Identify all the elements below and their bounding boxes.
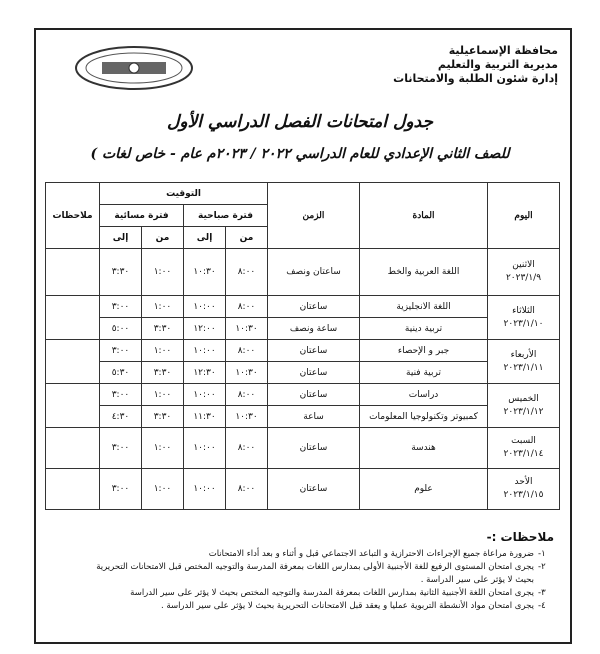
duration-cell: ساعتان: [268, 296, 360, 318]
table-row: [46, 469, 560, 510]
header-line-2: مديرية التربية والتعليم: [437, 58, 558, 71]
time-cell: ١:٠٠: [142, 340, 184, 362]
duration-cell: ساعة: [268, 406, 360, 428]
time-cell: ١٠:٣٠: [226, 362, 268, 384]
time-cell: ١٠:٠٠: [184, 296, 226, 318]
day-cell: الأحد ٢٠٢٣/١/١٥: [488, 469, 560, 510]
table-row: [46, 249, 560, 296]
time-cell: ٣:٠٠: [100, 428, 142, 469]
subject-cell: علوم: [360, 469, 488, 510]
time-cell: ١:٠٠: [142, 469, 184, 510]
time-cell: ٨:٠٠: [226, 249, 268, 296]
page-subtitle: للصف الثاني الإعدادي للعام الدراسي ٢٠٢٢ / ٢٠٢٣م عام - خاص لغات ): [90, 146, 510, 162]
time-cell: ٣:٣٠: [142, 362, 184, 384]
time-cell: ٣:٠٠: [100, 384, 142, 406]
table-row: [46, 406, 560, 428]
table-row: [46, 362, 560, 384]
table-row: [46, 428, 560, 469]
duration-cell: ساعتان: [268, 362, 360, 384]
time-cell: ٨:٠٠: [226, 428, 268, 469]
time-cell: ١٠:٠٠: [184, 340, 226, 362]
table-row: [46, 340, 560, 362]
duration-cell: ساعتان: [268, 340, 360, 362]
header-duration: الزمن: [268, 183, 360, 249]
time-cell: ١٢:٠٠: [184, 318, 226, 340]
time-cell: ١:٠٠: [142, 249, 184, 296]
day-cell: الاثنين ٢٠٢٣/١/٩: [488, 249, 560, 296]
list-item: ١- ضرورة مراعاة جميع الإجراءات الاحترازية و التباعد الاجتماعي قبل و أثناء و بعد أداء الامتحانات: [208, 549, 546, 559]
time-cell: ١٠:٠٠: [184, 384, 226, 406]
table-row: [46, 384, 560, 406]
time-cell: ١١:٣٠: [184, 406, 226, 428]
time-cell: ١:٠٠: [142, 296, 184, 318]
header-evening: فترة مسائية: [100, 205, 184, 227]
header-timing: التوقيت: [100, 183, 268, 205]
subject-cell: كمبيوتر وتكنولوجيا المعلومات: [360, 406, 488, 428]
header-line-3: إدارة شئون الطلبة والامتحانات: [393, 72, 558, 85]
subject-cell: دراسات: [360, 384, 488, 406]
time-cell: ١٢:٣٠: [184, 362, 226, 384]
header-line-1: محافظة الإسماعيلية: [448, 44, 558, 57]
day-cell: الأربعاء ٢٠٢٣/١/١١: [488, 340, 560, 384]
time-cell: ١٠:٣٠: [226, 318, 268, 340]
time-cell: ٣:٠٠: [100, 469, 142, 510]
duration-cell: ساعة ونصف: [268, 318, 360, 340]
header-notes: ملاحظات: [46, 183, 100, 249]
time-cell: ٥:٣٠: [100, 362, 142, 384]
duration-cell: ساعتان ونصف: [268, 249, 360, 296]
list-item: ٤- يجرى امتحان مواد الأنشطة التربوية عمليا و يعقد قبل الامتحانات التحريرية بحيث لا يؤثر على سير الدراسة .: [160, 601, 546, 611]
duration-cell: ساعتان: [268, 428, 360, 469]
schedule-table: [45, 182, 560, 510]
day-cell: الثلاثاء ٢٠٢٣/١/١٠: [488, 296, 560, 340]
notes-cell: [46, 469, 100, 510]
subject-cell: اللغة الانجليزية: [360, 296, 488, 318]
time-cell: ٨:٠٠: [226, 340, 268, 362]
subject-cell: اللغة العربية والخط: [360, 249, 488, 296]
duration-cell: ساعتان: [268, 384, 360, 406]
notes-cell: [46, 249, 100, 296]
notes-cell: [46, 428, 100, 469]
time-cell: ١:٠٠: [142, 384, 184, 406]
subject-cell: تربية فنية: [360, 362, 488, 384]
header-morning-to: إلى: [184, 227, 226, 249]
subject-cell: هندسة: [360, 428, 488, 469]
time-cell: ٨:٠٠: [226, 384, 268, 406]
time-cell: ١٠:٣٠: [184, 249, 226, 296]
notes-heading: ملاحظات :-: [486, 530, 554, 544]
header-evening-from: من: [142, 227, 184, 249]
time-cell: ٤:٣٠: [100, 406, 142, 428]
subject-cell: تربية دينية: [360, 318, 488, 340]
time-cell: ١٠:٠٠: [184, 469, 226, 510]
time-cell: ١٠:٣٠: [226, 406, 268, 428]
header-morning: فترة صباحية: [184, 205, 268, 227]
list-item: ٢- يجرى امتحان المستوى الرفيع للغة الأجنبية الأولى بمدارس اللغات بمعرفة المدرسة والتوجيه المختص قبل الامتحانات التحريرية بحيث لا يؤثر على سير الدراسة .: [96, 562, 546, 585]
table-row: [46, 296, 560, 318]
header-subject: المادة: [360, 183, 488, 249]
table-row: [46, 318, 560, 340]
time-cell: ١٠:٠٠: [184, 428, 226, 469]
notes-cell: [46, 384, 100, 428]
header-morning-from: من: [226, 227, 268, 249]
time-cell: ٣:٣٠: [142, 318, 184, 340]
list-item: ٣- يجرى امتحان اللغة الأجنبية الثانية بمدارس اللغات بمعرفة المدرسة والتوجيه المختص بحيث لا يؤثر على سير الدراسة: [130, 588, 546, 598]
time-cell: ٣:٠٠: [100, 340, 142, 362]
page-title: جدول امتحانات الفصل الدراسي الأول: [167, 112, 433, 132]
ministry-logo-icon: [72, 44, 196, 92]
time-cell: ٣:٣٠: [142, 406, 184, 428]
notes-cell: [46, 340, 100, 384]
time-cell: ٣:٣٠: [100, 249, 142, 296]
duration-cell: ساعتان: [268, 469, 360, 510]
time-cell: ٨:٠٠: [226, 296, 268, 318]
day-cell: السبت ٢٠٢٣/١/١٤: [488, 428, 560, 469]
subject-cell: جبر و الإحصاء: [360, 340, 488, 362]
time-cell: ١:٠٠: [142, 428, 184, 469]
notes-cell: [46, 296, 100, 340]
day-cell: الخميس ٢٠٢٣/١/١٢: [488, 384, 560, 428]
time-cell: ٣:٠٠: [100, 296, 142, 318]
notes-list: [86, 548, 556, 613]
directorate-header: [393, 44, 558, 86]
header-evening-to: إلى: [100, 227, 142, 249]
time-cell: ٥:٠٠: [100, 318, 142, 340]
time-cell: ٨:٠٠: [226, 469, 268, 510]
header-day: اليوم: [488, 183, 560, 249]
